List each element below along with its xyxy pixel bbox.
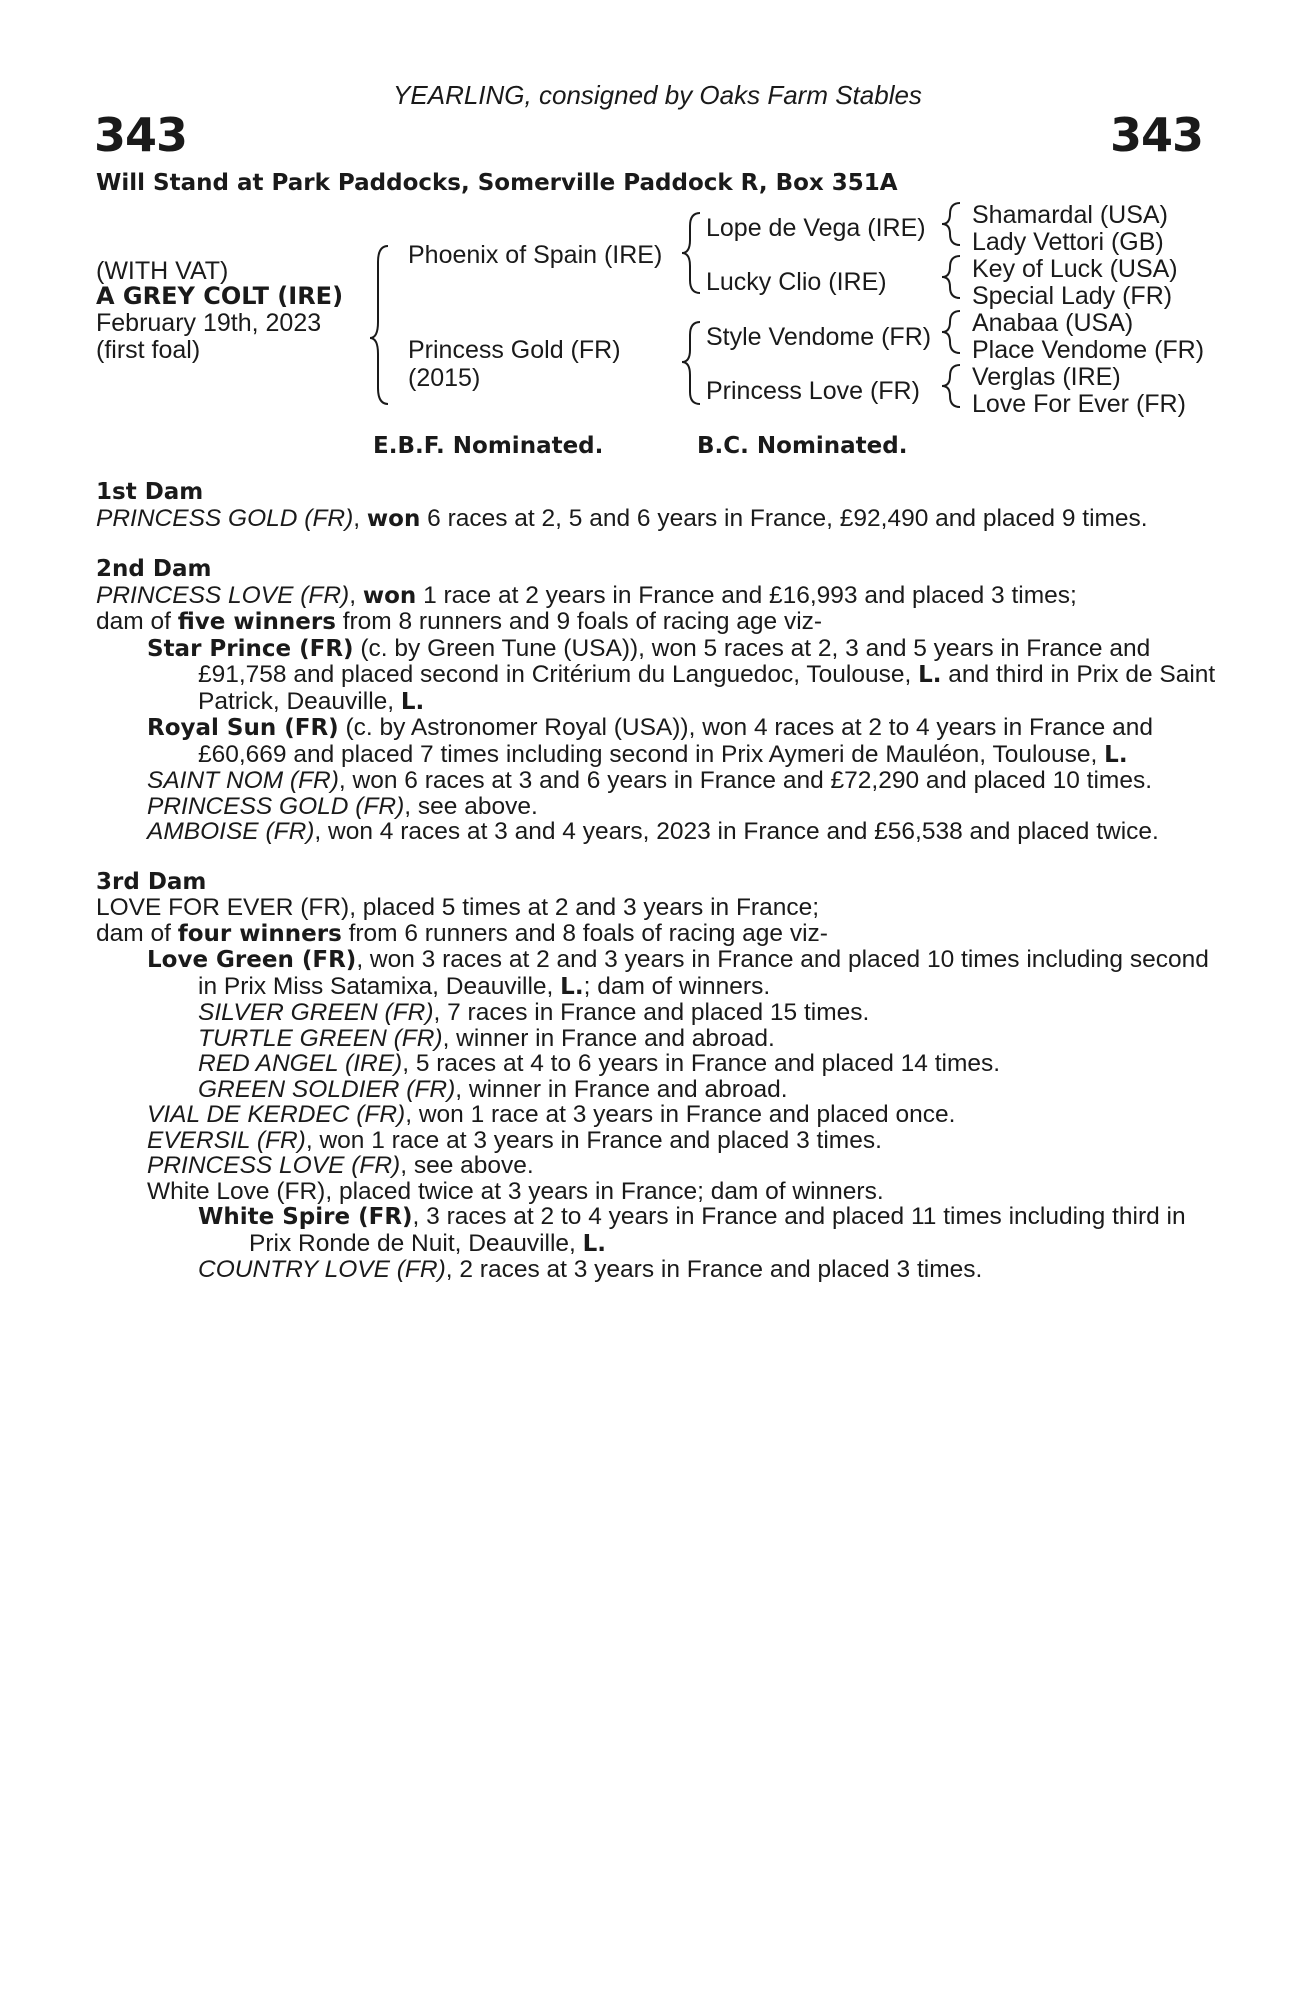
vat-note: (WITH VAT) [96,257,229,285]
produce-entry [96,947,1226,1000]
text: , won 3 races at 2 and 3 years in France and placed 10 times including second in Prix Miss Satamixa, Deauville, [198,946,1209,1000]
stable-location: Will Stand at Park Paddocks, Somerville Paddock R, Box 351A [96,170,898,196]
g3-ancestor: Shamardal (USA) [972,201,1168,229]
horse-name: Star Prince (FR) [147,635,354,662]
grand-produce-entry [96,1077,1226,1103]
first-dam-entry: PRINCESS GOLD (FR), won 6 races at 2, 5 and 6 years in France, £92,490 and placed 9 times. [96,504,1148,532]
dam: Princess Gold (FR) [408,336,621,364]
horse-name: PRINCESS LOVE (FR) [96,581,350,609]
dam-dam: Princess Love (FR) [706,377,920,405]
sire: Phoenix of Spain (IRE) [408,241,663,269]
text: dam of [96,919,178,947]
horse-name: AMBOISE (FR) [147,818,315,845]
third-dam-produce-summary [96,921,1226,948]
third-dam-heading: 3rd Dam [96,868,207,895]
horse-name: TURTLE GREEN (FR) [198,1024,443,1052]
sire-dam: Lucky Clio (IRE) [706,268,887,296]
text: , winner in France and abroad. [442,1024,775,1052]
text: , 2 races at 3 years in France and placed 3 times. [445,1256,983,1283]
produce-entry [96,1153,1226,1179]
g3-ancestor: Special Lady (FR) [972,282,1173,310]
horse-name: PRINCESS GOLD (FR) [147,792,405,820]
horse-name: Love Green (FR) [147,947,357,973]
produce-entry [96,636,1226,716]
text: , won 1 race at 3 years in France and placed 3 times. [305,1126,882,1154]
lot-title: A GREY COLT (IRE) [96,282,344,310]
text: , 7 races in France and placed 15 times. [433,999,870,1026]
produce-entry: White Love (FR), placed twice at 3 years in France; dam of winners. [147,1177,884,1205]
horse-name: White Spire (FR) [198,1204,413,1230]
horse-name: EVERSIL (FR) [147,1126,306,1154]
produce-entry [96,715,1226,768]
text: , won 1 race at 3 years in France and placed once. [405,1101,956,1128]
text: (c. by Astronomer Royal (USA)), won 4 races at 2 to 4 years in France and £60,669 and placed 7 times including second in Prix Aymeri de Mauléon, Toulouse, [198,714,1153,768]
first-dam-record: 6 races at 2, 5 and 6 years in France, £92,490 and placed 9 times. [420,504,1148,532]
text: , see above. [404,792,538,820]
text: , see above. [400,1152,534,1179]
won-label: won [362,582,417,609]
winners-count: four winners [177,920,342,947]
sire-sire: Lope de Vega (IRE) [706,214,926,242]
horse-name: SAINT NOM (FR) [147,767,339,794]
horse-name: Royal Sun (FR) [147,715,339,741]
second-dam-record: 1 race at 2 years in France and £16,993 and placed 3 times; [416,581,1077,609]
listed-mark: L. [1104,741,1128,768]
text: from 8 runners and 9 foals of racing age viz- [335,608,823,635]
produce-entry [96,768,1226,794]
second-dam-heading: 2nd Dam [96,556,212,582]
text: from 6 runners and 8 foals of racing age viz- [341,919,828,947]
g3-ancestor: Place Vendome (FR) [972,336,1205,364]
grand-produce-entry [96,1204,1226,1257]
grand-produce-entry [96,1257,1226,1283]
produce-entry [96,819,1226,845]
listed-mark: L. [582,1230,607,1257]
listed-mark: L. [560,973,584,1000]
produce-entry [96,1102,1226,1128]
bc-nomination: B.C. Nominated. [697,433,908,459]
third-dam-entry: LOVE FOR EVER (FR), placed 5 times at 2 and 3 years in France; [96,894,820,921]
g3-ancestor: Key of Luck (USA) [972,255,1178,283]
lot-number-left: 343 [94,108,188,162]
horse-name: PRINCESS GOLD (FR) [96,504,354,532]
second-dam-entry: PRINCESS LOVE (FR), won 1 race at 2 years in France and £16,993 and placed 3 times; [96,581,1077,609]
text: (c. by Green Tune (USA)), won 5 races at 2, 3 and 5 years in France and £91,758 and placed second in Critérium du Languedoc, Toulouse, [198,634,1151,688]
horse-name: PRINCESS LOVE (FR) [147,1152,401,1179]
text: , winner in France and abroad. [455,1075,788,1103]
won-label: won [366,505,421,532]
dam-sire: Style Vendome (FR) [706,323,932,351]
text: dam of [96,608,178,635]
text: , won 4 races at 3 and 4 years, 2023 in France and £56,538 and placed twice. [314,818,1159,845]
dam-records [96,480,1226,1283]
listed-mark: L. [918,662,942,688]
text: , 3 races at 2 to 4 years in France and placed 11 times including third in Prix Ronde de Nuit, Deauville, [249,1203,1186,1257]
listed-mark: L. [400,688,425,715]
horse-name: VIAL DE KERDEC (FR) [147,1101,406,1128]
grand-produce-entry [96,1026,1226,1052]
g3-ancestor: Lady Vettori (GB) [972,228,1164,256]
lot-number-right: 343 [1109,108,1203,162]
g3-ancestor: Anabaa (USA) [972,309,1134,337]
foaling-date: February 19th, 2023 [96,309,322,337]
grand-produce-entry [96,1051,1226,1077]
grand-produce-entry [96,1000,1226,1026]
produce-entry [96,794,1226,820]
second-dam-produce-summary [96,609,1226,636]
text: and third in Prix de Saint Patrick, Deauville, [198,661,1216,715]
text: , won 6 races at 3 and 6 years in France and £72,290 and placed 10 times. [338,767,1152,794]
g3-ancestor: Verglas (IRE) [972,363,1121,391]
text: , 5 races at 4 to 6 years in France and placed 14 times. [402,1050,1001,1077]
text: ; dam of winners. [583,972,771,1000]
first-dam-heading: 1st Dam [96,479,204,505]
horse-name: GREEN SOLDIER (FR) [198,1075,456,1103]
horse-name: RED ANGEL (IRE) [198,1050,403,1077]
winners-count: five winners [177,609,336,635]
g3-ancestor: Love For Ever (FR) [972,390,1186,418]
dam-year: (2015) [408,364,481,392]
produce-entry [96,1128,1226,1154]
horse-name: COUNTRY LOVE (FR) [198,1256,446,1283]
ebf-nomination: E.B.F. Nominated. [373,433,604,459]
horse-name: SILVER GREEN (FR) [198,999,434,1026]
catalogue-subtitle: YEARLING, consigned by Oaks Farm Stables [393,80,922,110]
foal-note: (first foal) [96,336,201,364]
